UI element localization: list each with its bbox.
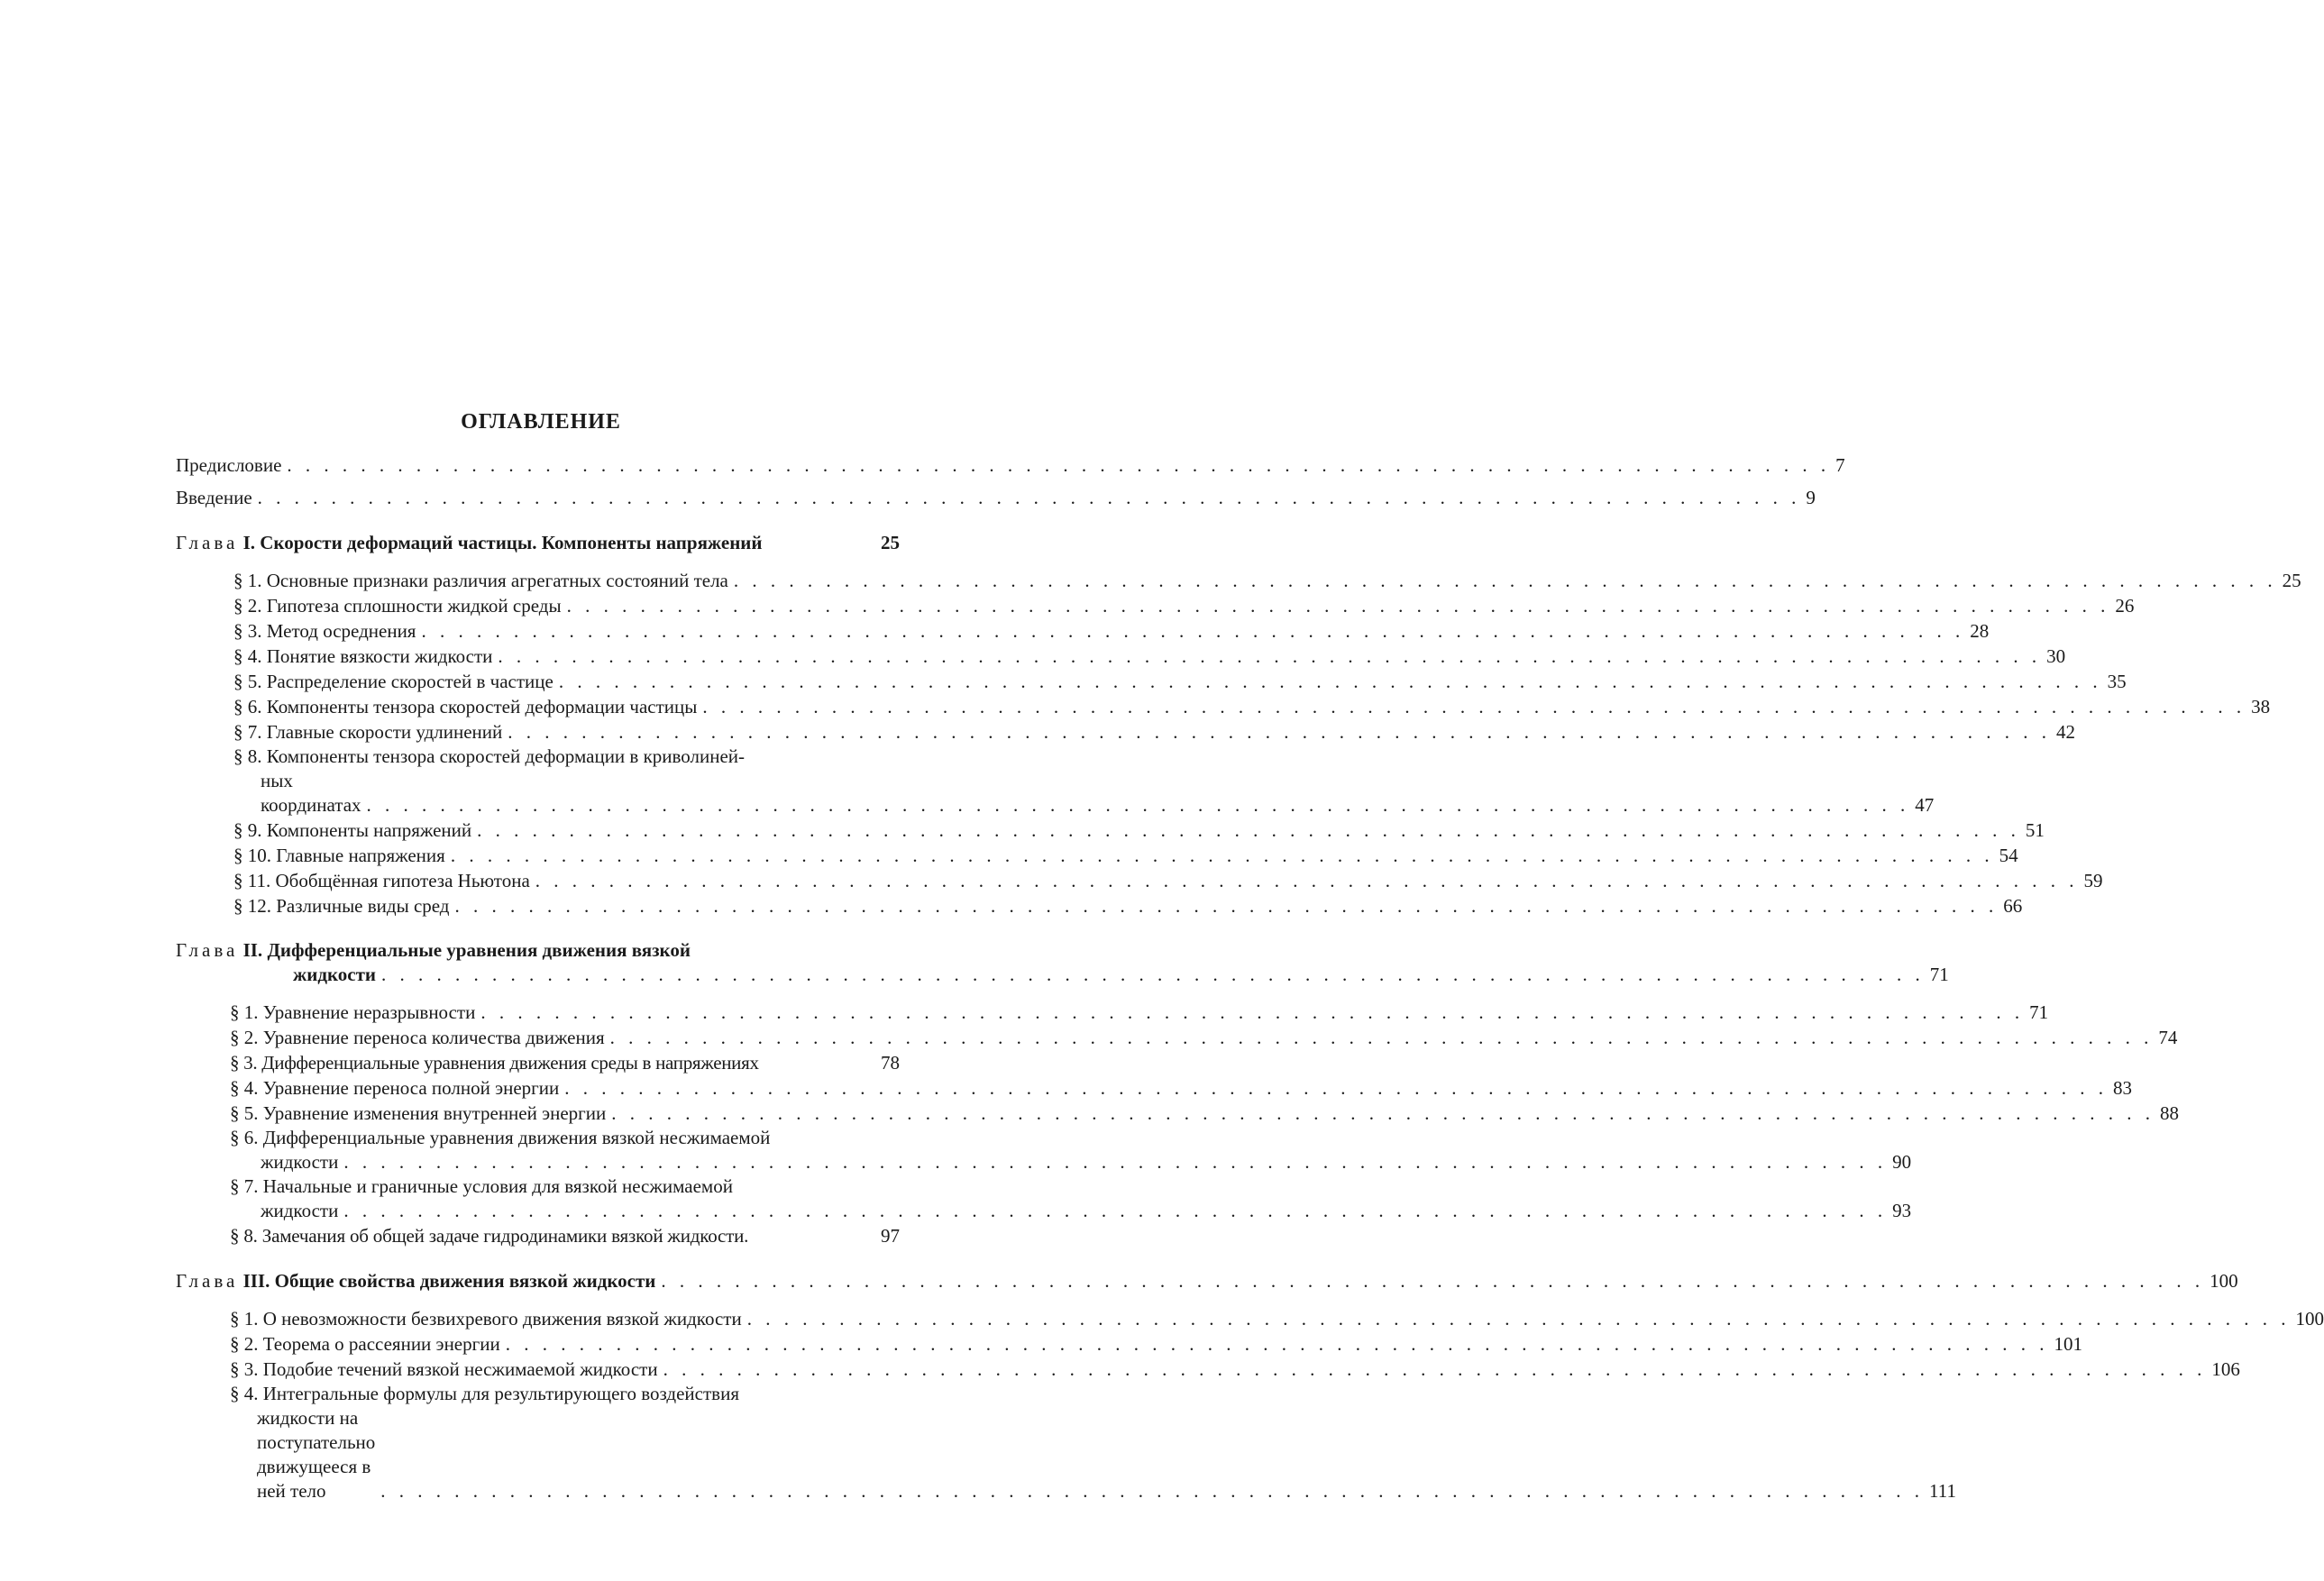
entry-label: Предисловие — [176, 454, 282, 476]
dot-leader — [564, 1075, 2108, 1101]
toc-section[interactable] — [230, 1126, 1912, 1174]
section-page: 47 — [1915, 794, 1935, 816]
section-page: 90 — [1892, 1151, 1912, 1173]
chapter-number: III. — [242, 1270, 270, 1292]
section-title: Основные признаки различия агрегатных состояний тела — [266, 570, 728, 591]
chapter-page: 100 — [2210, 1270, 2238, 1292]
entry-label: Введение — [176, 487, 252, 508]
section-number: § 11. — [233, 870, 271, 891]
dot-leader — [506, 1331, 2049, 1357]
section-title: Интегральные формулы для результирующего воздействия — [262, 1383, 739, 1404]
chapter-title: Скорости деформаций частицы. Компоненты напряжений — [260, 532, 763, 553]
dot-leader — [702, 694, 2246, 719]
toc-section[interactable] — [230, 1357, 2240, 1382]
section-page: 66 — [2003, 895, 2023, 917]
toc-section[interactable] — [233, 568, 2301, 593]
toc-section[interactable] — [230, 1306, 2324, 1331]
section-title: Компоненты напряжений — [266, 819, 472, 841]
dot-leader — [287, 452, 1830, 478]
section-number: § 6. — [233, 696, 262, 717]
section-number: § 2. — [233, 595, 262, 617]
section-number: § 3. — [230, 1358, 259, 1380]
toc-section[interactable] — [233, 618, 1990, 644]
section-page: 88 — [2160, 1102, 2180, 1124]
toc-section[interactable] — [230, 1075, 2132, 1101]
section-number: § 12. — [233, 895, 271, 917]
chapter-word: Глава — [176, 939, 239, 961]
section-page: 101 — [2054, 1333, 2082, 1355]
section-page: 25 — [2282, 570, 2301, 591]
dot-leader — [747, 1306, 2291, 1331]
dot-leader — [559, 669, 2102, 694]
toc-chapter-3[interactable] — [176, 1268, 2238, 1293]
toc-section[interactable] — [230, 1382, 1956, 1503]
section-number: § 5. — [233, 671, 262, 692]
section-title: Распределение скоростей в частице — [266, 671, 554, 692]
entry-page: 7 — [1835, 454, 1845, 476]
toc-section[interactable] — [230, 1025, 2178, 1050]
chapter-page: 25 — [881, 532, 900, 553]
section-title: Метод осреднения — [266, 620, 416, 642]
section-title: Дифференциальные уравнения движения вязкой несжимаемой — [262, 1127, 771, 1148]
section-page: 93 — [1892, 1200, 1912, 1221]
section-title: Понятие вязкости жидкости — [266, 645, 493, 667]
toc-chapter-1[interactable] — [176, 530, 900, 555]
dot-leader — [451, 843, 1994, 868]
section-page: 59 — [2083, 870, 2103, 891]
dot-leader — [258, 485, 1801, 510]
toc-section[interactable] — [230, 1174, 1912, 1223]
toc-entry-introduction[interactable] — [176, 485, 1816, 510]
section-title: Компоненты тензора скоростей деформации частицы — [266, 696, 698, 717]
section-page: 71 — [2029, 1001, 2049, 1023]
toc-section[interactable] — [230, 1101, 2180, 1126]
chapter-word: Глава — [176, 532, 239, 553]
chapter-title: Дифференциальные уравнения движения вязкой — [267, 939, 691, 961]
toc-section[interactable] — [230, 1050, 900, 1075]
dot-leader — [661, 1268, 2204, 1293]
dot-leader — [535, 868, 2079, 893]
section-page: 78 — [881, 1052, 900, 1074]
section-number: § 6. — [230, 1127, 259, 1148]
chapter-page: 71 — [1929, 964, 1949, 985]
section-number: § 1. — [230, 1001, 259, 1023]
section-number: § 3. — [233, 620, 262, 642]
chapter-number: I. — [242, 532, 256, 553]
dot-leader — [610, 1025, 2154, 1050]
section-page: 100 — [2295, 1308, 2324, 1330]
chapter-word: Глава — [176, 1270, 239, 1292]
section-title: Обобщённая гипотеза Ньютона — [275, 870, 530, 891]
section-page: 51 — [2025, 819, 2045, 841]
toc-entry-preface[interactable] — [176, 452, 1845, 478]
section-page: 54 — [1999, 845, 2018, 866]
section-title: Главные скорости удлинений — [266, 721, 503, 743]
toc-chapter-2[interactable] — [176, 938, 1949, 987]
section-page: 111 — [1929, 1480, 1956, 1502]
toc-section[interactable] — [233, 669, 2127, 694]
section-title-continued: ных координатах — [261, 770, 361, 816]
section-number: § 9. — [233, 819, 262, 841]
page-title: ОГЛАВЛЕНИЕ — [461, 410, 621, 434]
section-title: Уравнение переноса количества движения — [262, 1027, 605, 1048]
toc-section[interactable] — [230, 1331, 2082, 1357]
section-number: § 7. — [230, 1175, 259, 1197]
dot-leader — [508, 719, 2051, 745]
dot-leader — [380, 1479, 1924, 1503]
toc-section[interactable] — [233, 694, 2271, 719]
section-title: Начальные и граничные условия для вязкой несжимаемой — [262, 1175, 733, 1197]
entry-page: 9 — [1806, 487, 1816, 508]
dot-leader — [734, 568, 2277, 593]
section-number: § 4. — [233, 645, 262, 667]
section-title: Главные напряжения — [276, 845, 445, 866]
section-title: Компоненты тензора скоростей деформации в криволиней- — [266, 745, 746, 767]
toc-section[interactable] — [233, 644, 2066, 669]
section-number: § 10. — [233, 845, 271, 866]
section-title: Уравнение переноса полной энергии — [262, 1077, 560, 1099]
chapter-number: II. — [242, 939, 263, 961]
toc-section[interactable] — [233, 593, 2135, 618]
dot-leader — [343, 1150, 1887, 1174]
section-number: § 7. — [233, 721, 262, 743]
dot-leader — [477, 818, 2020, 843]
dot-leader — [421, 618, 1964, 644]
dot-leader — [480, 1000, 2024, 1025]
chapter-title-continued: жидкости — [293, 964, 377, 985]
section-title: Уравнение неразрывности — [262, 1001, 476, 1023]
section-title-continued: жидкости на поступательно движущееся в ней тело — [257, 1407, 376, 1502]
section-title: Теорема о рассеянии энергии — [262, 1333, 500, 1355]
dot-leader — [567, 593, 2110, 618]
section-number: § 4. — [230, 1383, 259, 1404]
dot-leader — [381, 963, 1925, 987]
section-number: § 8. — [233, 745, 262, 767]
section-title: Дифференциальные уравнения движения среды в напряжениях — [261, 1052, 759, 1074]
section-number: § 2. — [230, 1333, 259, 1355]
section-number: § 1. — [230, 1308, 259, 1330]
toc-section[interactable] — [230, 1223, 900, 1248]
table-of-contents — [176, 452, 2324, 1503]
section-number: § 2. — [230, 1027, 259, 1048]
section-title-continued: жидкости — [261, 1200, 339, 1221]
toc-section[interactable] — [233, 818, 2045, 843]
section-number: § 5. — [230, 1102, 259, 1124]
section-title: Гипотеза сплошности жидкой среды — [266, 595, 562, 617]
section-page: 38 — [2251, 696, 2271, 717]
section-page: 74 — [2158, 1027, 2178, 1048]
dot-leader — [367, 793, 1910, 818]
dot-leader — [343, 1199, 1887, 1223]
dot-leader — [663, 1357, 2207, 1382]
section-title: Замечания об общей задаче гидродинамики вязкой жидкости. — [261, 1225, 749, 1247]
dot-leader — [611, 1101, 2155, 1126]
section-title: Различные виды сред — [276, 895, 450, 917]
section-page: 97 — [881, 1225, 900, 1247]
section-title: Подобие течений вязкой несжимаемой жидкости — [262, 1358, 658, 1380]
section-page: 83 — [2112, 1077, 2132, 1099]
section-page: 26 — [2115, 595, 2135, 617]
toc-section[interactable] — [233, 843, 2018, 868]
section-number: § 8. — [230, 1225, 258, 1247]
toc-section[interactable] — [233, 893, 2023, 918]
chapter-title: Общие свойства движения вязкой жидкости — [274, 1270, 656, 1292]
section-title: Уравнение изменения внутренней энергии — [262, 1102, 607, 1124]
section-title: О невозможности безвихревого движения вязкой жидкости — [262, 1308, 742, 1330]
toc-section[interactable] — [230, 1000, 2049, 1025]
dot-leader — [455, 893, 1999, 918]
section-number: § 3. — [230, 1052, 258, 1074]
section-page: 35 — [2107, 671, 2127, 692]
section-page: 28 — [1970, 620, 1990, 642]
section-number: § 4. — [230, 1077, 259, 1099]
dot-leader — [498, 644, 2041, 669]
toc-section[interactable] — [233, 719, 2076, 745]
section-page: 30 — [2046, 645, 2066, 667]
toc-section[interactable] — [233, 745, 1935, 818]
section-title-continued: жидкости — [261, 1151, 339, 1173]
section-number: § 1. — [233, 570, 262, 591]
section-page: 42 — [2056, 721, 2076, 743]
section-page: 106 — [2211, 1358, 2240, 1380]
toc-section[interactable] — [233, 868, 2103, 893]
